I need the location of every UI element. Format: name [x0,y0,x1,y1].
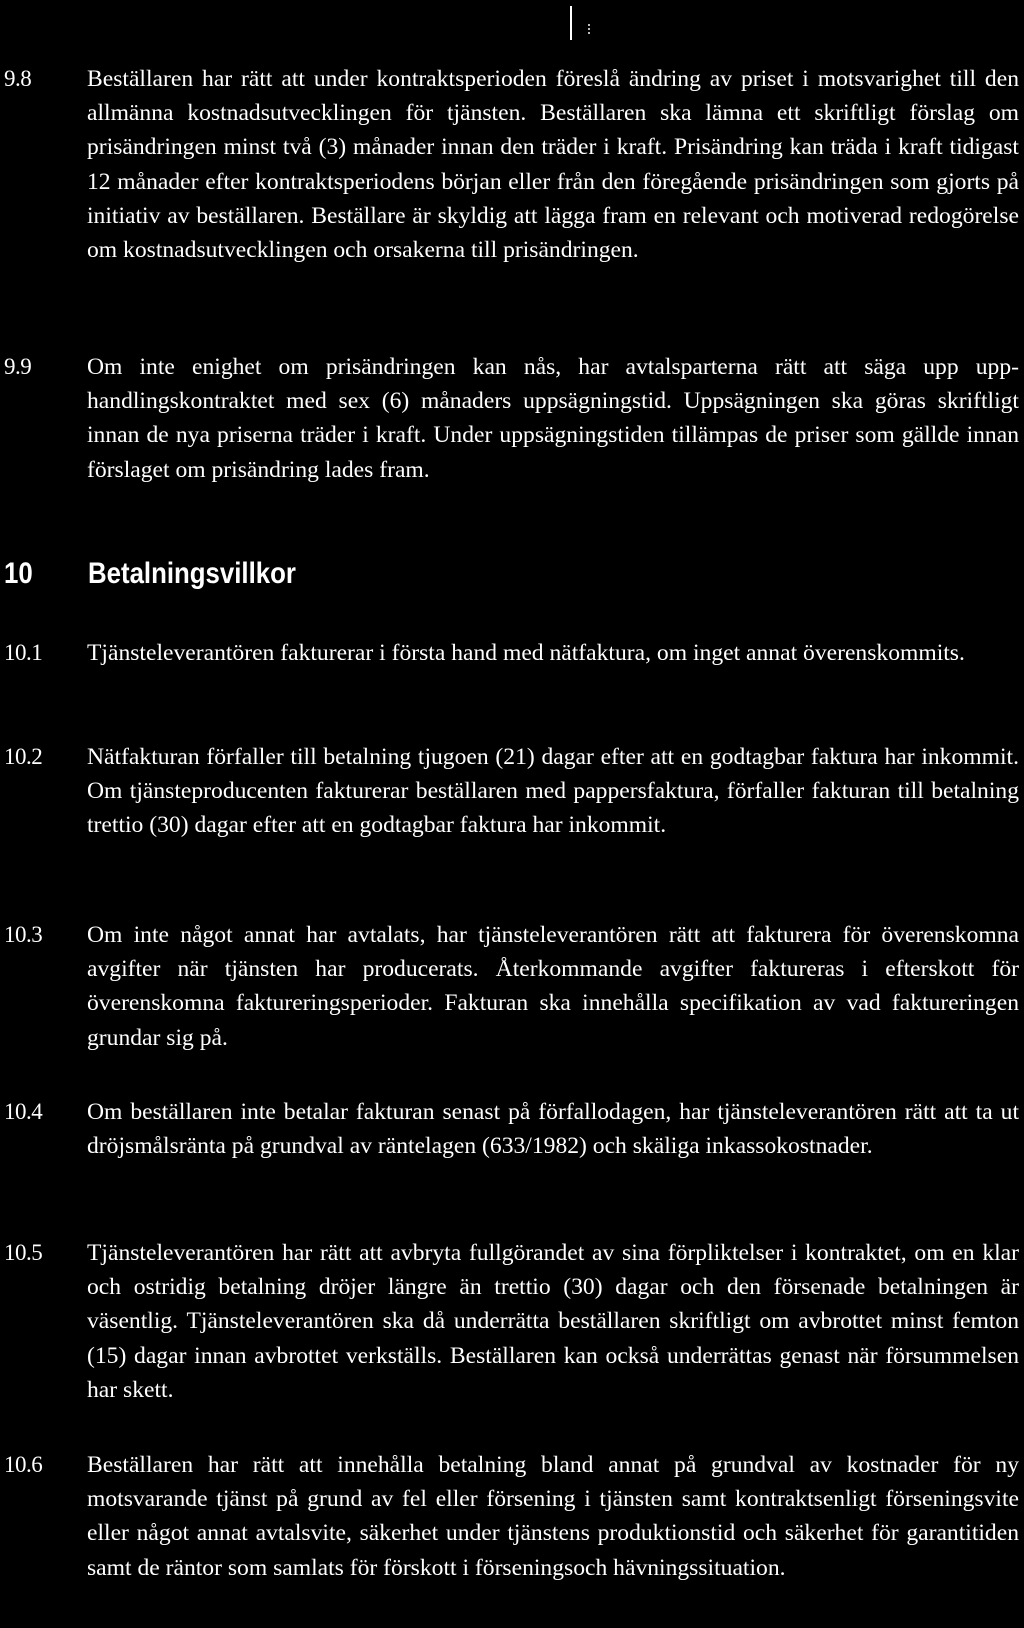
clause-text: Beställaren har rätt att innehålla betalning bland annat på grundval av kostnader för ny motsvarande tjänst på grund av fel eller försening i tjänsten samt kontraktsenligt förseningsvite eller något annat avtalsvite, säkerhet under tjänstens produktionstid och säkerhet för garantitiden samt de räntor som samlats för förskott i förseningsoch hävningssituation. [87,1452,1019,1581]
clause-number: 10.1 [4,640,43,665]
clause-number: 10.6 [4,1452,43,1477]
clause-number: 10.3 [4,922,43,947]
clause-text: Tjänsteleverantören har rätt att avbryta fullgörandet av sina förpliktelser i kontraktet, om en klar och ostridig betalning dröjer längre än trettio (30) dagar och den försenade betalningen är väsentlig. Tjänsteleverantören ska då underrätta beställaren skriftligt om avbrottet minst femton (15) dagar innan avbrottet verkställs. Beställaren kan också underrättas genast när försummelsen har skett. [87,1240,1019,1403]
clause-number: 10.4 [4,1099,43,1124]
clause-text: Nätfakturan förfaller till betalning tjugoen (21) dagar efter att en godtagbar faktura har inkommit. Om tjänsteproducenten fakturerar beställaren med pappersfaktura, förfaller fakturan till betalning trettio (30) dagar efter att en godtagbar faktura har inkommit. [87,744,1019,839]
clause-number: 10.5 [4,1240,43,1265]
clause-number: 9.9 [4,354,32,379]
clause-text: Tjänsteleverantören fakturerar i första hand med nätfaktura, om inget annat överenskommits. [87,640,965,666]
clause-text: Om beställaren inte betalar fakturan senast på förfallodagen, har tjänsteleverantören rätt att ta ut dröjsmålsränta på grundval av räntelagen (633/1982) och skäliga inkassokostnader. [87,1099,1019,1160]
scan-artifact-line [570,6,572,40]
scan-artifact-dots [588,24,592,34]
clause-text: Beställaren har rätt att under kontraktsperioden föreslå ändring av priset i motsvarighet till den allmänna kostnadsutvecklingen för tjänsten. Beställaren ska lämna ett skriftligt förslag om prisändringen minst två (3) månader innan den träder i kraft. Prisändring kan träda i kraft tidigast 12 månader efter kontraktsperiodens början eller från den föregående prisändringen som gjorts på initiativ av beställaren. Beställare är skyldig att lägga fram en relevant och motiverad redogörelse om kostnadsutvecklingen och orsakerna till prisändringen. [87,66,1019,264]
clause-text: Om inte enighet om prisändringen kan nås, har avtalsparterna rätt att säga upp upphandlingskontraktet med sex (6) månaders uppsägningstid. Uppsägningen ska göras skriftligt innan de nya priserna träder i kraft. Under uppsägningstiden tillämpas de priser som gällde innan förslaget om prisändring lades fram. [87,354,1019,483]
clause-text: Om inte något annat har avtalats, har tjänsteleverantören rätt att fakturera för överenskomna avgifter när tjänsten har producerats. Återkommande avgifter faktureras i efterskott för överenskomna faktureringsperioder. Fakturan ska innehålla specifikation av vad faktureringen grundar sig på. [87,922,1019,1051]
section-heading: Betalningsvillkor [88,557,296,590]
clause-number: 9.8 [4,66,32,91]
clause-number: 10.2 [4,744,43,769]
section-number: 10 [4,557,33,590]
